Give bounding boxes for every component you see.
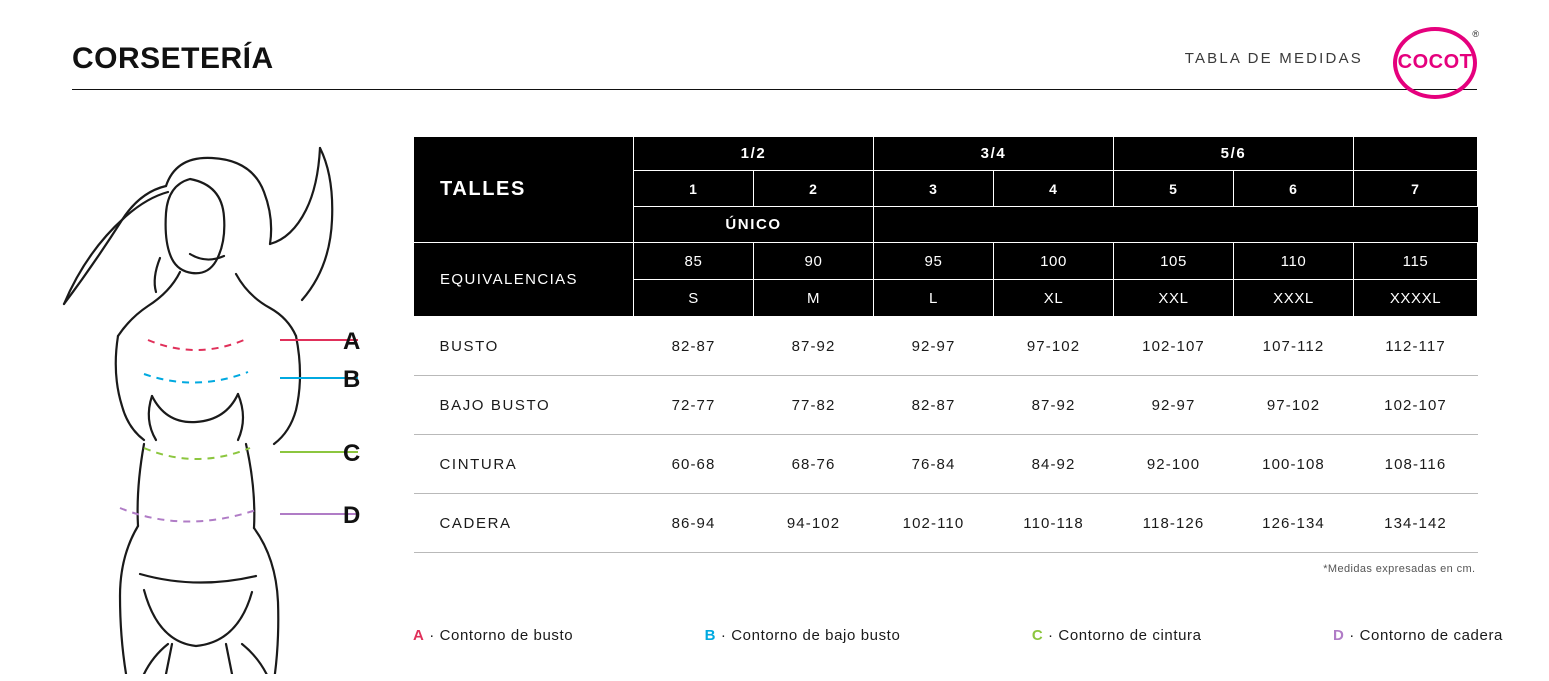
logo-text: COCOT [1397,51,1473,73]
group-header-3: 5/6 [1114,137,1354,171]
legend-text-c: Contorno de cintura [1058,627,1202,644]
unico-empty-7 [1354,207,1478,243]
legend-text-b: Contorno de bajo busto [731,627,901,644]
bajo-busto-2: 77-82 [754,376,874,435]
legend-item-b [705,627,901,644]
cintura-1: 60-68 [634,435,754,494]
units-note: *Medidas expresadas en cm. [1323,563,1476,575]
equivalence-letter-6: XXXL [1234,280,1354,317]
equivalences-numeric-row [414,243,1478,280]
group-header-row [414,137,1478,171]
unico-empty-6 [1234,207,1354,243]
page-title: CORSETERÍA [72,41,274,75]
marker-label-c: C [343,440,361,467]
bust-measure-line [148,340,244,350]
legend-item-a [413,627,573,644]
equivalencias-label: EQUIVALENCIAS [414,243,634,317]
cadera-5: 118-126 [1114,494,1234,553]
cadera-3: 102-110 [874,494,994,553]
group-header-1: 1/2 [634,137,874,171]
bajo-busto-7: 102-107 [1354,376,1478,435]
measurement-legend [413,627,1503,644]
equivalence-letter-1: S [634,280,754,317]
equivalence-num-3: 95 [874,243,994,280]
equivalence-num-4: 100 [994,243,1114,280]
legend-item-d [1333,627,1503,644]
size-cell-6: 6 [1234,171,1354,207]
waist-measure-line [144,448,250,459]
equivalence-letter-5: XXL [1114,280,1234,317]
legend-key-b: B [704,627,717,644]
legend-sep-a: · [429,627,435,644]
bajo-busto-3: 82-87 [874,376,994,435]
size-table [413,136,1478,576]
size-cell-5: 5 [1114,171,1234,207]
unico-empty-4 [994,207,1114,243]
marker-label-d: D [343,502,361,529]
busto-1: 82-87 [634,317,754,376]
cadera-2: 94-102 [754,494,874,553]
equivalence-letter-7: XXXXL [1354,280,1478,317]
equivalence-num-1: 85 [634,243,754,280]
cintura-7: 108-116 [1354,435,1478,494]
cadera-4: 110-118 [994,494,1114,553]
header-right [1185,27,1477,91]
page-header [72,28,1477,90]
hip-measure-line [120,508,256,522]
header-subtitle: TABLA DE MEDIDAS [1184,50,1363,67]
table-row [414,317,1478,376]
group-header-4 [1354,137,1478,171]
size-table-wrapper [413,136,1477,576]
busto-7: 112-117 [1354,317,1478,376]
underbust-measure-line [144,372,248,383]
cintura-3: 76-84 [874,435,994,494]
cadera-1: 86-94 [634,494,754,553]
bajo-busto-6: 97-102 [1234,376,1354,435]
row-label-bajo-busto: BAJO BUSTO [414,376,634,435]
row-label-busto: BUSTO [414,317,634,376]
equivalence-letter-2: M [754,280,874,317]
table-row [414,435,1478,494]
equivalence-letter-4: XL [994,280,1114,317]
legend-key-a: A [413,627,425,644]
unico-cell: ÚNICO [634,207,874,243]
legend-text-d: Contorno de cadera [1359,627,1503,644]
size-cell-1: 1 [634,171,754,207]
cintura-6: 100-108 [1234,435,1354,494]
equivalence-num-6: 110 [1234,243,1354,280]
row-label-cintura: CINTURA [414,435,634,494]
cintura-4: 84-92 [994,435,1114,494]
table-row [414,376,1478,435]
legend-key-c: C [1031,627,1044,644]
bajo-busto-5: 92-97 [1114,376,1234,435]
busto-6: 107-112 [1234,317,1354,376]
brand-logo [1393,27,1477,99]
legend-text-a: Contorno de busto [439,627,574,644]
legend-sep-c: · [1048,627,1054,644]
equivalence-num-2: 90 [754,243,874,280]
equivalence-letter-3: L [874,280,994,317]
table-row [414,494,1478,553]
size-cell-4: 4 [994,171,1114,207]
legend-key-d: D [1332,627,1345,644]
legend-sep-d: · [1349,627,1355,644]
busto-3: 92-97 [874,317,994,376]
size-cell-7: 7 [1354,171,1478,207]
size-cell-2: 2 [754,171,874,207]
bajo-busto-4: 87-92 [994,376,1114,435]
talles-label: TALLES [414,137,634,243]
busto-2: 87-92 [754,317,874,376]
cintura-2: 68-76 [754,435,874,494]
row-label-cadera: CADERA [414,494,634,553]
marker-leader-lines [280,104,390,564]
busto-4: 97-102 [994,317,1114,376]
legend-item-c [1032,627,1202,644]
unico-empty-3 [874,207,994,243]
group-header-2: 3/4 [874,137,1114,171]
table-note-row [414,553,1478,577]
marker-label-b: B [343,366,361,393]
registered-mark: ® [1472,28,1479,39]
unico-empty-5 [1114,207,1234,243]
marker-label-a: A [343,328,361,355]
cintura-5: 92-100 [1114,435,1234,494]
size-cell-3: 3 [874,171,994,207]
bajo-busto-1: 72-77 [634,376,754,435]
cadera-7: 134-142 [1354,494,1478,553]
busto-5: 102-107 [1114,317,1234,376]
equivalence-num-7: 115 [1354,243,1478,280]
cadera-6: 126-134 [1234,494,1354,553]
equivalence-num-5: 105 [1114,243,1234,280]
legend-sep-b: · [720,627,727,644]
logo-ellipse [1393,27,1477,99]
